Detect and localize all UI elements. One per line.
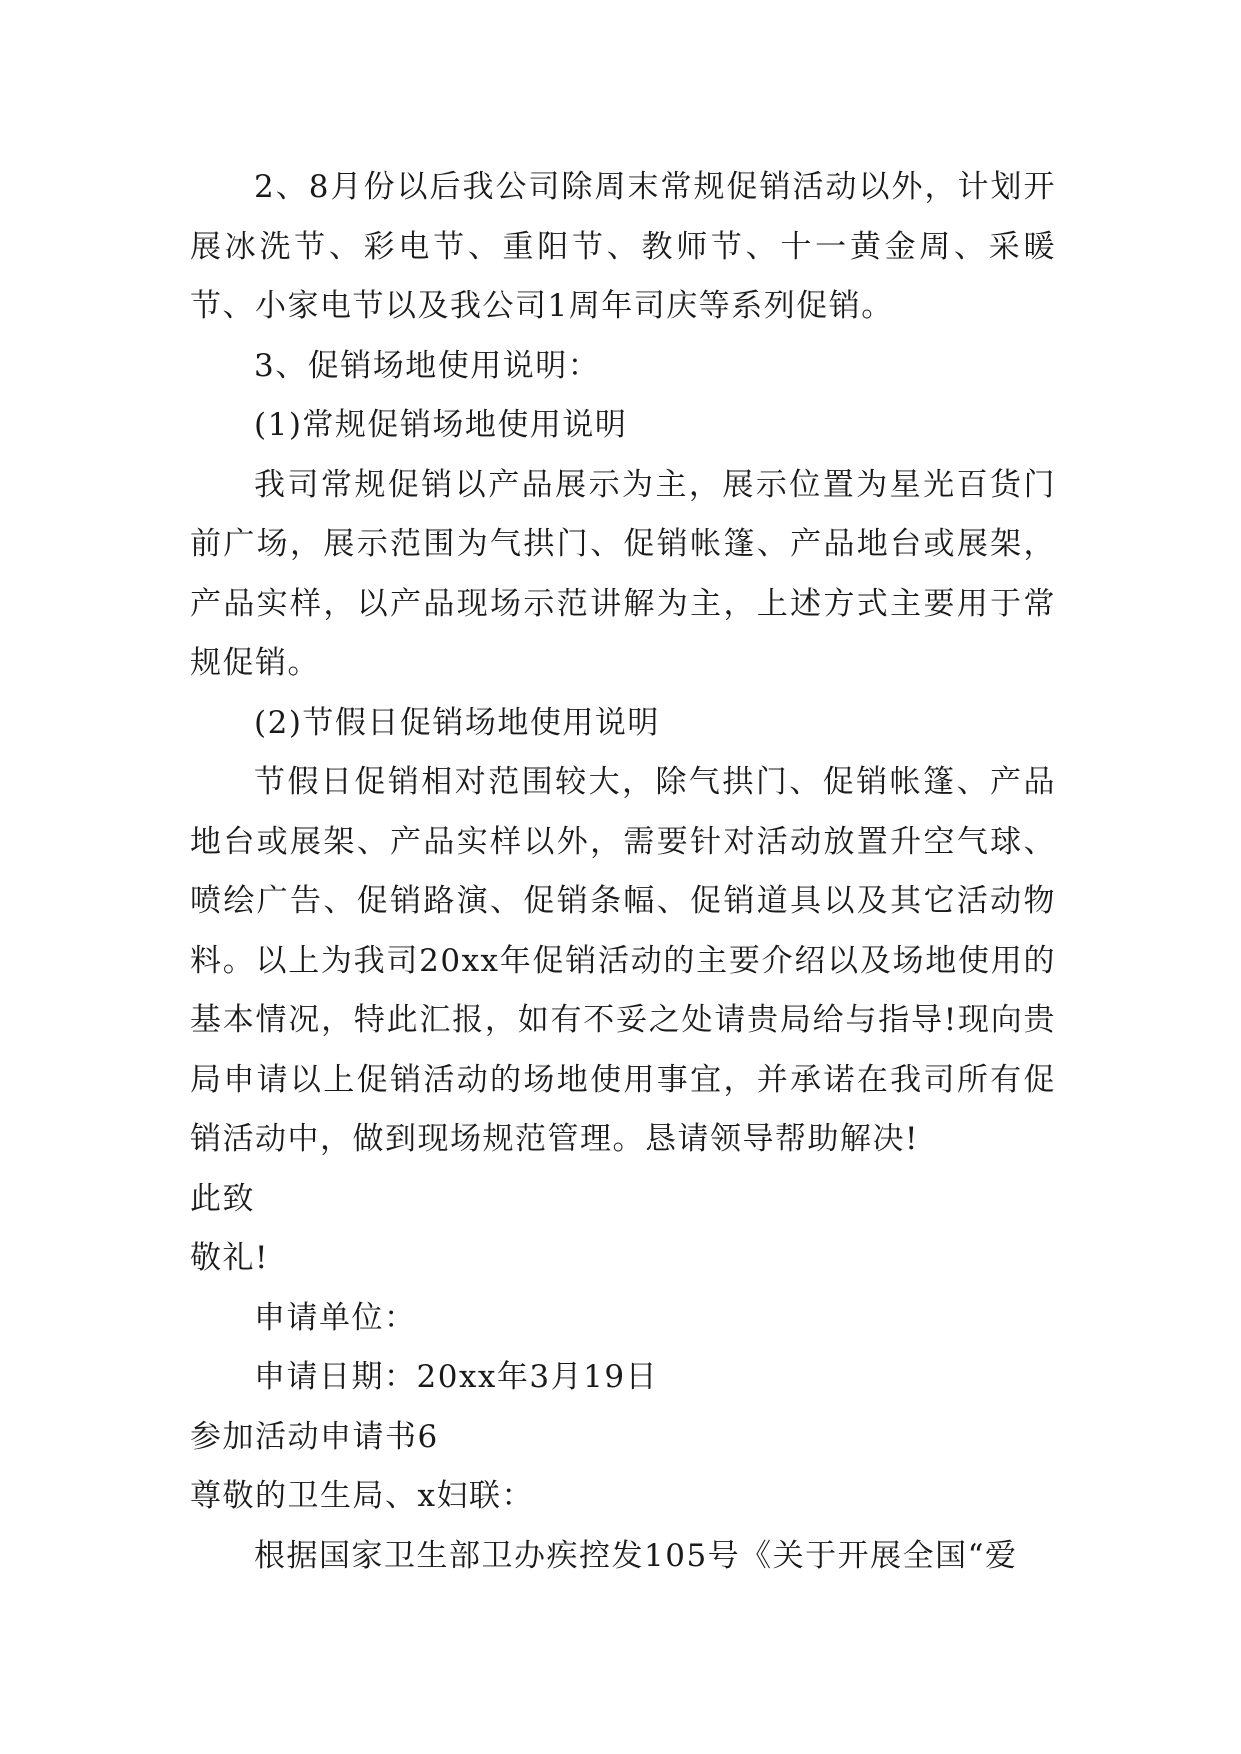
- paragraph-regular-venue-body: 我司常规促销以产品展示为主，展示位置为星光百货门前广场，展示范围为气拱门、促销帐篷、产品地台或展架，产品实样，以产品现场示范讲解为主，上述方式主要用于常规促销。: [190, 466, 1056, 681]
- addressee: 尊敬的卫生局、x妇联：: [190, 1478, 534, 1514]
- closing-salutation: 此致: [190, 1180, 255, 1217]
- section-title: 参加活动申请书6: [190, 1418, 439, 1455]
- application-date: 申请日期：20xx年3月19日: [254, 1359, 659, 1395]
- paragraph-venue-heading: 3、促销场地使用说明：: [254, 347, 601, 384]
- paragraph-promotion-plan: 2、8月份以后我公司除周末常规促销活动以外，计划开展冰洗节、彩电节、重阳节、教师节、十一黄金周、采暖节、小家电节以及我公司1周年司庆等系列促销。: [190, 169, 1056, 324]
- closing-regards: 敬礼!: [190, 1240, 269, 1276]
- paragraph-basis: 根据国家卫生部卫办疾控发105号《关于开展全国“爱: [254, 1537, 1018, 1574]
- applicant-unit: 申请单位：: [254, 1299, 417, 1336]
- document-body: [190, 158, 1056, 1586]
- paragraph-holiday-venue-body: 节假日促销相对范围较大，除气拱门、促销帐篷、产品地台或展架、产品实样以外，需要针对活动放置升空气球、喷绘广告、促销路演、促销条幅、促销道具以及其它活动物料。以上为我司20xx年促销活动的主要介绍以及场地使用的基本情况，特此汇报，如有不妥之处请贵局给与指导!现向贵局申请以上促销活动的场地使用事宜，并承诺在我司所有促销活动中，做到现场规范管理。恳请领导帮助解决!: [190, 764, 1056, 1157]
- paragraph-holiday-venue-heading: (2)节假日促销场地使用说明: [254, 704, 660, 741]
- paragraph-regular-venue-heading: (1)常规促销场地使用说明: [254, 407, 628, 443]
